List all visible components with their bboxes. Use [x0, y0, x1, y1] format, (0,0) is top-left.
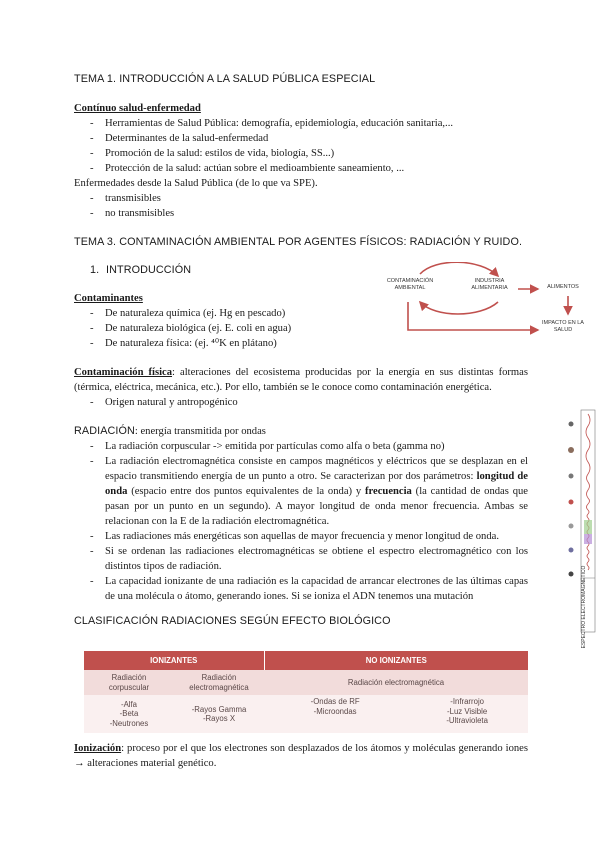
- cell-line: -Beta: [119, 709, 139, 719]
- radiation-classification-table: [84, 651, 528, 733]
- cell-line: -Ondas de RF: [310, 697, 360, 706]
- cell-line: -Neutrones: [109, 718, 149, 728]
- radiacion-list: [74, 439, 528, 604]
- contaminantes-list: [74, 306, 364, 351]
- list-item: - Origen natural y antropogénico: [74, 395, 374, 410]
- enfermedades-line: Enfermedades desde la Salud Pública (de lo que va SPE).: [74, 178, 318, 189]
- list-item: - La radiación corpuscular -> emitida por partículas como alfa o beta (gamma no): [74, 439, 528, 454]
- contamination-flow-diagram: [380, 262, 585, 344]
- contaminantes-heading: Contaminantes: [74, 293, 143, 304]
- list-item: - transmisibles: [74, 191, 374, 206]
- radiacion-definition: : energía transmitida por ondas: [134, 426, 266, 437]
- cell-line: -Luz Visible: [447, 706, 488, 716]
- contaminacion-fisica-paragraph: [74, 365, 528, 395]
- intro-number: 1.: [90, 264, 100, 276]
- list-item: - no transmisibles: [74, 206, 374, 221]
- list-item: [74, 454, 528, 529]
- table-cell: Radiación corpuscular: [108, 673, 150, 692]
- tema1-title: TEMA 1. INTRODUCCIÓN A LA SALUD PÚBLICA ESPECIAL: [74, 73, 376, 85]
- ionizacion-paragraph: [74, 741, 528, 771]
- table-cell: [264, 695, 406, 733]
- spectrum-vertical-label: ESPECTRO ELECTROMAGNÉTICO: [581, 565, 587, 649]
- no-ionizantes-header: NO IONIZANTES: [264, 651, 528, 670]
- ionizacion-text: : proceso por el que los electrones son desplazados de los átomos y moléculas generando iones → alteraciones material genético.: [74, 743, 528, 769]
- contaminacion-fisica-term: Contaminación física: [74, 367, 173, 378]
- tema1-list: [74, 116, 544, 176]
- cf-list: [74, 395, 374, 410]
- flow-node-contaminacion: CONTAMINACIÓN AMBIENTAL: [386, 278, 434, 291]
- radiacion-label: RADIACIÓN: [74, 425, 135, 437]
- table-row: [84, 695, 528, 733]
- rad-b2-text-c: (la cantidad de ondas que pasan por un punto en un segundo). A mayor longitud de onda menor frecuencia. Ambas se relacionan con la E de la radiación electromagnética.: [105, 486, 528, 527]
- electromagnetic-spectrum-figure: [565, 408, 597, 649]
- list-item: - Protección de la salud: actúan sobre el medioambiente saneamiento, ...: [74, 161, 544, 176]
- table-cell: [174, 695, 264, 733]
- continuo-heading: Contínuo salud-enfermedad: [74, 103, 201, 114]
- cell-line: -Alfa: [120, 699, 138, 709]
- table-cell: Radiación electromagnética: [189, 673, 249, 692]
- longitud-onda-term: longitud de onda: [105, 471, 528, 497]
- tema3-title: TEMA 3. CONTAMINACIÓN AMBIENTAL POR AGENTES FÍSICOS: RADIACIÓN Y RUIDO.: [74, 236, 523, 248]
- cell-line: -Rayos Gamma: [191, 704, 247, 714]
- rad-b2-text-b: (espacio entre dos puntos equivalentes de la onda) y: [127, 486, 365, 497]
- ionizantes-header: IONIZANTES: [84, 651, 264, 670]
- list-item: - Determinantes de la salud-enfermedad: [74, 131, 544, 146]
- cell-line: -Rayos X: [202, 714, 236, 723]
- cell-line: -Infrarrojo: [450, 697, 485, 706]
- flow-node-industria: INDUSTRIA ALIMENTARIA: [471, 278, 508, 291]
- table-cell: [406, 695, 528, 733]
- cell-line: -Ultravioleta: [446, 716, 488, 725]
- radiacion-heading: [74, 424, 266, 439]
- table-cell: Radiación electromagnética: [347, 677, 445, 687]
- flow-node-alimentos: ALIMENTOS: [547, 284, 579, 290]
- enfermedades-list: [74, 191, 374, 221]
- list-item: - Si se ordenan las radiaciones electromagnéticas se obtiene el espectro electromagnético con los distintos tipos de radiación.: [74, 544, 528, 574]
- intro-title: INTRODUCCIÓN: [106, 264, 192, 276]
- table-header-row: [84, 651, 528, 670]
- cell-line: -Microondas: [313, 706, 357, 716]
- list-item: - Herramientas de Salud Pública: demografía, epidemiología, educación sanitaria,...: [74, 116, 544, 131]
- clasificacion-title: CLASIFICACIÓN RADIACIONES SEGÚN EFECTO BIOLÓGICO: [74, 615, 391, 627]
- list-item: - Las radiaciones más energéticas son aquellas de mayor frecuencia y menor longitud de onda.: [74, 529, 528, 544]
- list-item: - Promoción de la salud: estilos de vida, biología, SS...): [74, 146, 544, 161]
- list-item: - De naturaleza física: (ej. ⁴⁰K en plátano): [74, 336, 364, 351]
- flow-node-impacto: IMPACTO EN LA SALUD: [542, 320, 584, 333]
- rad-b2-text-a: La radiación electromagnética consiste en campos magnéticos y eléctricos que se desplazan en el espacio transmitiendo energía de un punto a otro. Se caracterizan por dos parámetros:: [105, 456, 528, 482]
- frecuencia-term: frecuencia: [364, 486, 412, 497]
- list-item: - De naturaleza química (ej. Hg en pescado): [74, 306, 364, 321]
- table-cell: [84, 695, 174, 733]
- table-row: [84, 670, 528, 695]
- contaminacion-fisica-text: : alteraciones del ecosistema producidas por la energía en sus distintas formas (térmica, eléctrica, mecánica, etc.). Por ello, también se le conoce como contaminación energética.: [74, 367, 528, 393]
- ionizacion-term: Ionización: [74, 743, 122, 754]
- list-item: - De naturaleza biológica (ej. E. coli en agua): [74, 321, 364, 336]
- list-item: - La capacidad ionizante de una radiación es la capacidad de arrancar electrones de las últimas capas de una molécula o átomo, generando iones. Si se ioniza el ADN tenemos una mutación: [74, 574, 528, 604]
